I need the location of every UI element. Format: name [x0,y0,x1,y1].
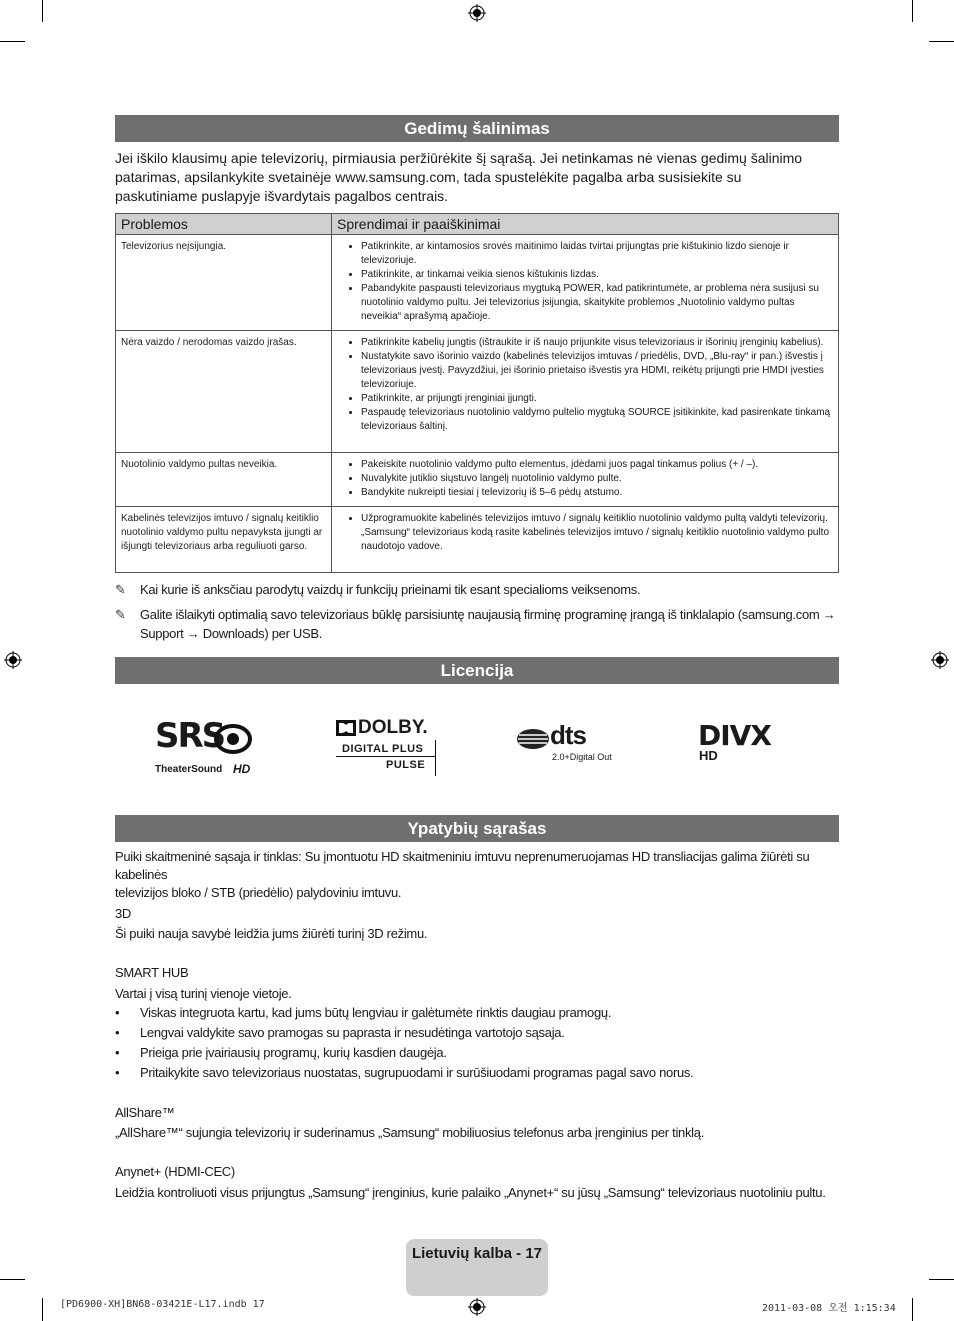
divx-wordmark: DIVX [698,719,771,752]
intro-line: Puiki skaitmeninė sąsaja ir tinklas: Su įmontuotu HD skaitmeniniu imtuvu neprenumeruojamas HD transliacijas galima žiūrėti su kabelinės [115,849,810,882]
crop-mark [0,1279,25,1280]
list-item-text: Prieiga prie įvairiausių programų, kurių kasdien daugėja. [140,1045,447,1060]
divx-logo [698,719,798,770]
pencil-note-icon: ✎ [115,582,126,597]
problem-cell: Televizorius neįsijungia. [116,235,332,331]
bullet-icon: • [115,1005,120,1020]
pencil-note-icon: ✎ [115,607,126,622]
registration-mark-icon [4,651,22,669]
feature-desc-anynet: Leidžia kontroliuoti visus prijungtus „Samsung“ įrenginius, kurie palaiko „Anynet+“ su jūsų „Samsung“ televizoriaus nuotoliniu pultu. [115,1185,826,1200]
solution-item: • Patikrinkite kabelių jungtis (ištraukite ir iš naujo prijunkite visus televizoriaus ir išorinių įrenginių kabelius). [361,336,833,350]
solution-item: • Nuvalykite jutiklio siųstuvo langelį nuotolinio valdymo pulte. [361,472,833,486]
solution-item: • Bandykite nukreipti tiesiai į televizorių iš 5–6 pėdų atstumo. [361,486,833,500]
dts-wordmark: dts [550,720,586,750]
note-text: Kai kurie iš anksčiau parodytų vaizdų ir funkcijų prieinami tik esant specialioms veiksenoms. [140,582,641,597]
note [115,605,839,645]
registration-mark-icon [931,651,949,669]
crop-mark [42,1298,43,1321]
solution-cell [332,507,839,573]
problem-cell: Kabelinės televizijos imtuvo / signalų keitiklio nuotolinio valdymo pultu nepavyksta įjungti ar išjungti televizoriaus arba reguliuoti garso. [116,507,332,573]
feature-title-anynet: Anynet+ (HDMI-CEC) [115,1164,235,1179]
list-item-text: Viskas integruota kartu, kad jums būtų lengviau ir galėtumėte rinktis daugiau pramogų. [140,1005,612,1020]
list-item [115,1043,839,1063]
section-title-troubleshooting: Gedimų šalinimas [115,115,839,142]
intro-line: Jei iškilo klausimų apie televizorių, pirmiausia peržiūrėkite šį sąrašą. Jei netinkamas nė vienas gedimų šalinimo [115,150,803,166]
list-item [115,1023,839,1043]
solution-item: • Patikrinkite, ar tinkamai veikia sienos kištukinis lizdas. [361,268,833,282]
solution-cell [332,331,839,453]
dts-logo [516,720,626,770]
feature-desc-allshare: „AllShare™“ sujungia televizorių ir suderinamus „Samsung“ mobiliuosius telefonus arba įrenginius per tinklą. [115,1125,705,1140]
intro-line: patarimas, apsilankykite svetainėje www.samsung.com, tada spustelėkite pagalba arba susisiekite su [115,169,742,185]
srs-logo-subtitle: TheaterSound [155,764,223,775]
licence-logos [115,712,839,782]
section-title-features: Ypatybių sąrašas [115,815,839,842]
feature-desc-smart-hub: Vartai į visą turinį vienoje vietoje. [115,986,292,1001]
list-item-text: Pritaikykite savo televizoriaus nuostatas, sugrupuodami ir surūšiuodami programas pagal savo norus. [140,1065,694,1080]
bullet-icon: • [115,1045,120,1060]
intro-line: paskutiniame puslapyje išvardytais pagalbos centrais. [115,188,449,204]
srs-logo-hd: HD [233,762,251,776]
table-row [116,235,839,331]
print-file-info: [PD6900-XH]BN68-03421E-L17.indb 17 [60,1299,265,1310]
smart-hub-bullets [115,1003,839,1083]
feature-title-allshare: AllShare™ [115,1105,175,1120]
crop-mark [912,1298,913,1321]
table-row [116,507,839,573]
registration-mark-icon [468,4,486,22]
dts-wave-icon [516,728,550,750]
solution-item: • Nustatykite savo išorinio vaizdo (kabelinės televizijos imtuvas / priedėlis, DVD, „Blu-ray“ ir pan.) išvestis į televizoriaus įvestį. Pavyzdžiui, jei išorinio prietaiso išvestis yra HDMI, reikėtų prijungti prie HMDI įvesties televizoriuje. [361,350,833,392]
registration-mark-icon [468,1298,486,1316]
crop-mark [929,41,954,42]
feature-desc-3d: Ši puiki nauja savybė leidžia jums žiūrėti turinį 3D režimu. [115,926,428,941]
column-header-solutions: Sprendimai ir paaiškinimai [332,214,839,235]
dolby-line1: DIGITAL PLUS [342,743,424,755]
solution-item: • Patikrinkite, ar kintamosios srovės maitinimo laidas tvirtai prijungtas prie kištukinio lizdo sienoje ir televizoriuje. [361,240,833,268]
dolby-vertical-rule [435,740,436,776]
page-number-label: Lietuvių kalba - 17 [411,1245,543,1262]
list-item [115,1063,839,1083]
feature-title-smart-hub: SMART HUB [115,965,189,980]
bullet-icon: • [115,1065,120,1080]
table-row [116,453,839,507]
section-title-licence: Licencija [115,657,839,684]
dolby-double-d-icon [336,720,356,736]
solution-item: • Pakeiskite nuotolinio valdymo pulto elementus, įdėdami juos pagal tinkamus polius (+ / –). [361,458,833,472]
problem-cell: Nėra vaizdo / nerodomas vaizdo įrašas. [116,331,332,453]
list-item [115,1003,839,1023]
dolby-line2: PULSE [386,759,426,771]
dolby-wordmark: DOLBY. [358,717,428,738]
bullet-icon: • [115,1025,120,1040]
srs-circle-icon [213,724,253,754]
feature-title-3d: 3D [115,906,132,921]
troubleshooting-intro [115,149,839,206]
problem-cell: Nuotolinio valdymo pultas neveikia. [116,453,332,507]
dolby-logo [336,718,438,774]
solution-item: • Pabandykite paspausti televizoriaus mygtuką POWER, kad patikrintumėte, ar problema nėra susijusi su nuotolinio valdymo pultu. Jei televizorius įsijungia, skaitykite problemos „Nuotolinio valdymo pultas neveikia“ aprašymą apačioje. [361,282,833,324]
troubleshooting-table [115,213,839,573]
dolby-divider [336,756,436,757]
crop-mark [0,41,25,42]
print-timestamp: 2011-03-08 오전 1:15:34 [762,1303,896,1314]
list-item-text: Lengvai valdykite savo pramogas su paprasta ir nesudėtinga vartotojo sąsaja. [140,1025,565,1040]
note [115,580,839,600]
crop-mark [929,1279,954,1280]
srs-logo [155,716,265,780]
solution-cell [332,453,839,507]
features-intro [115,848,839,902]
crop-mark [42,0,43,22]
column-header-problems: Problemos [116,214,332,235]
solution-cell [332,235,839,331]
srs-logo-mark: SRS [155,716,225,756]
intro-line: televizijos bloko / STB (priedėlio) palydoviniu imtuvu. [115,885,402,900]
solution-item: • Paspaudę televizoriaus nuotolinio valdymo pultelio mygtuką SOURCE įsitikinkite, kad pasirenkate tinkamą televizoriaus šaltinį. [361,406,833,434]
table-row [116,331,839,453]
solution-item: • Patikrinkite, ar prijungti įrenginiai įjungti. [361,392,833,406]
dts-subtitle: 2.0+Digital Out [552,752,612,762]
crop-mark [912,0,913,22]
solution-item: • Užprogramuokite kabelinės televizijos imtuvo / signalų keitiklio nuotolinio valdymo pultą valdyti televizorių. „Samsung“ televizoriaus kodą rasite kabelinės televizijos imtuvo / signalų keitiklio nuotolinio valdymo pulto naudotojo vadove. [361,512,833,554]
divx-hd: HD [699,748,718,763]
note-text: Galite išlaikyti optimalią savo televizoriaus būklę parsisiuntę naujausią firminę programinę įrangą iš tinklalapio (samsung.com → Support → Downloads) per USB. [140,607,836,641]
